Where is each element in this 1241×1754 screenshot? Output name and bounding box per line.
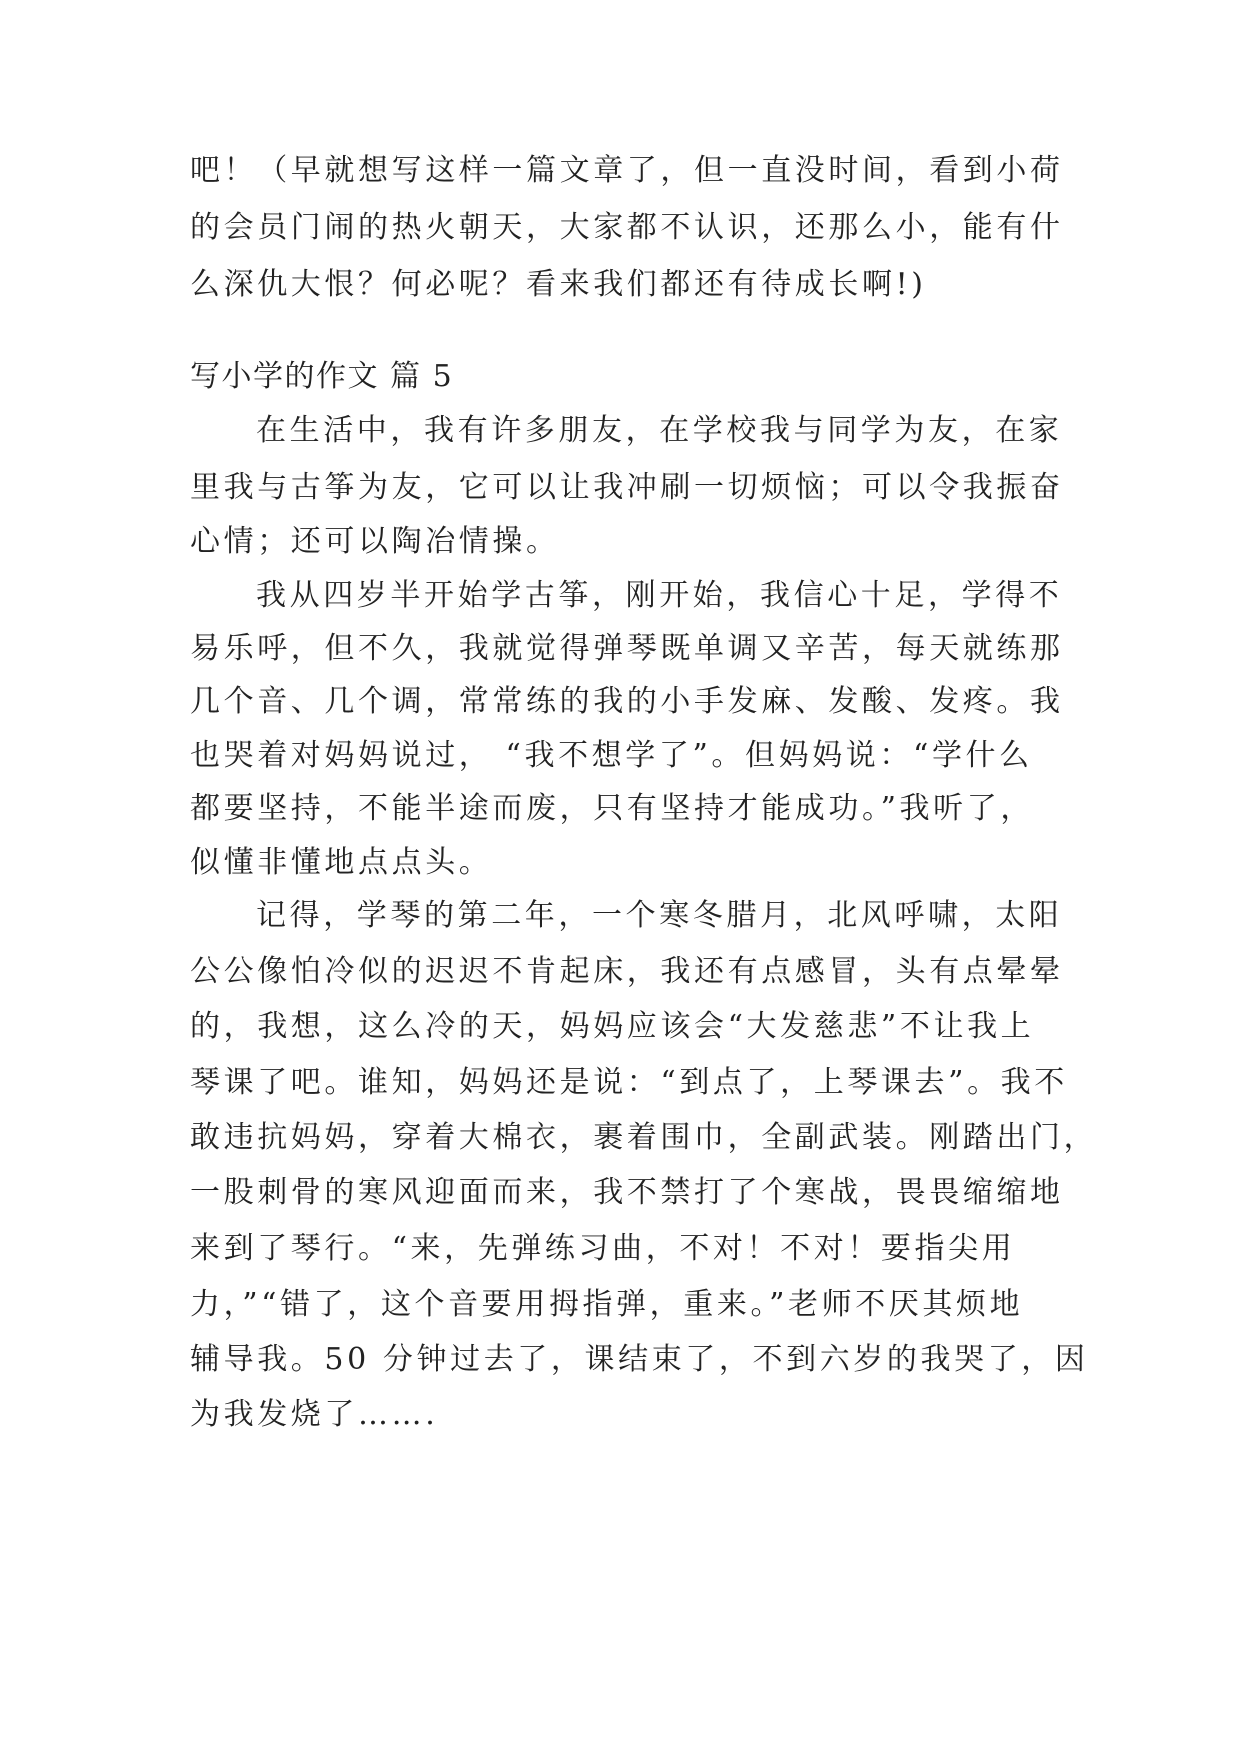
paragraph-line: 也哭着对妈妈说过， “我不想学了”。但妈妈说：“学什么	[190, 738, 1033, 773]
paragraph-line: 几个音、几个调，常常练的我的小手发麻、发酸、发疼。我	[190, 684, 1064, 719]
paragraph-line: 为我发烧了…….	[190, 1397, 439, 1432]
paragraph-line: 在生活中，我有许多朋友，在学校我与同学为友，在家	[256, 413, 1063, 448]
intro-line: 吧！（早就想写这样一篇文章了，但一直没时间，看到小荷	[190, 153, 1064, 188]
paragraph-line: 公公像怕冷似的迟迟不肯起床，我还有点感冒，头有点晕晕	[190, 954, 1064, 989]
paragraph-line: 来到了琴行。“来，先弹练习曲，不对！不对！要指尖用	[190, 1231, 1016, 1266]
paragraph-line: 敢违抗妈妈，穿着大棉衣，裹着围巾，全副武装。刚踏出门，	[190, 1120, 1098, 1155]
paragraph-line: 琴课了吧。谁知，妈妈还是说：“到点了，上琴课去”。我不	[190, 1065, 1068, 1100]
paragraph-line: 辅导我。50 分钟过去了，课结束了，不到六岁的我哭了，因	[190, 1342, 1089, 1377]
intro-line: 么深仇大恨？何必呢？看来我们都还有待成长啊!)	[190, 267, 927, 302]
paragraph-line: 力，”“错了，这个音要用拇指弹，重来。”老师不厌其烦地	[190, 1287, 1024, 1322]
paragraph-line: 里我与古筝为友，它可以让我冲刷一切烦恼；可以令我振奋	[190, 470, 1064, 505]
paragraph-line: 的，我想，这么冷的天，妈妈应该会“大发慈悲”不让我上	[190, 1009, 1035, 1044]
paragraph-line: 记得，学琴的第二年，一个寒冬腊月，北风呼啸，太阳	[256, 898, 1063, 933]
paragraph-line: 都要坚持，不能半途而废，只有坚持才能成功。”我听了，	[190, 791, 1034, 826]
section-heading: 写小学的作文 篇 5	[190, 359, 454, 394]
paragraph-line: 我从四岁半开始学古筝，刚开始，我信心十足，学得不	[256, 578, 1063, 613]
paragraph-line: 易乐呼，但不久，我就觉得弹琴既单调又辛苦，每天就练那	[190, 631, 1064, 666]
paragraph-line: 一股刺骨的寒风迎面而来，我不禁打了个寒战，畏畏缩缩地	[190, 1175, 1064, 1210]
paragraph-line: 似懂非懂地点点头。	[190, 845, 493, 880]
intro-line: 的会员门闹的热火朝天，大家都不认识，还那么小，能有什	[190, 210, 1064, 245]
paragraph-line: 心情；还可以陶冶情操。	[190, 524, 560, 559]
